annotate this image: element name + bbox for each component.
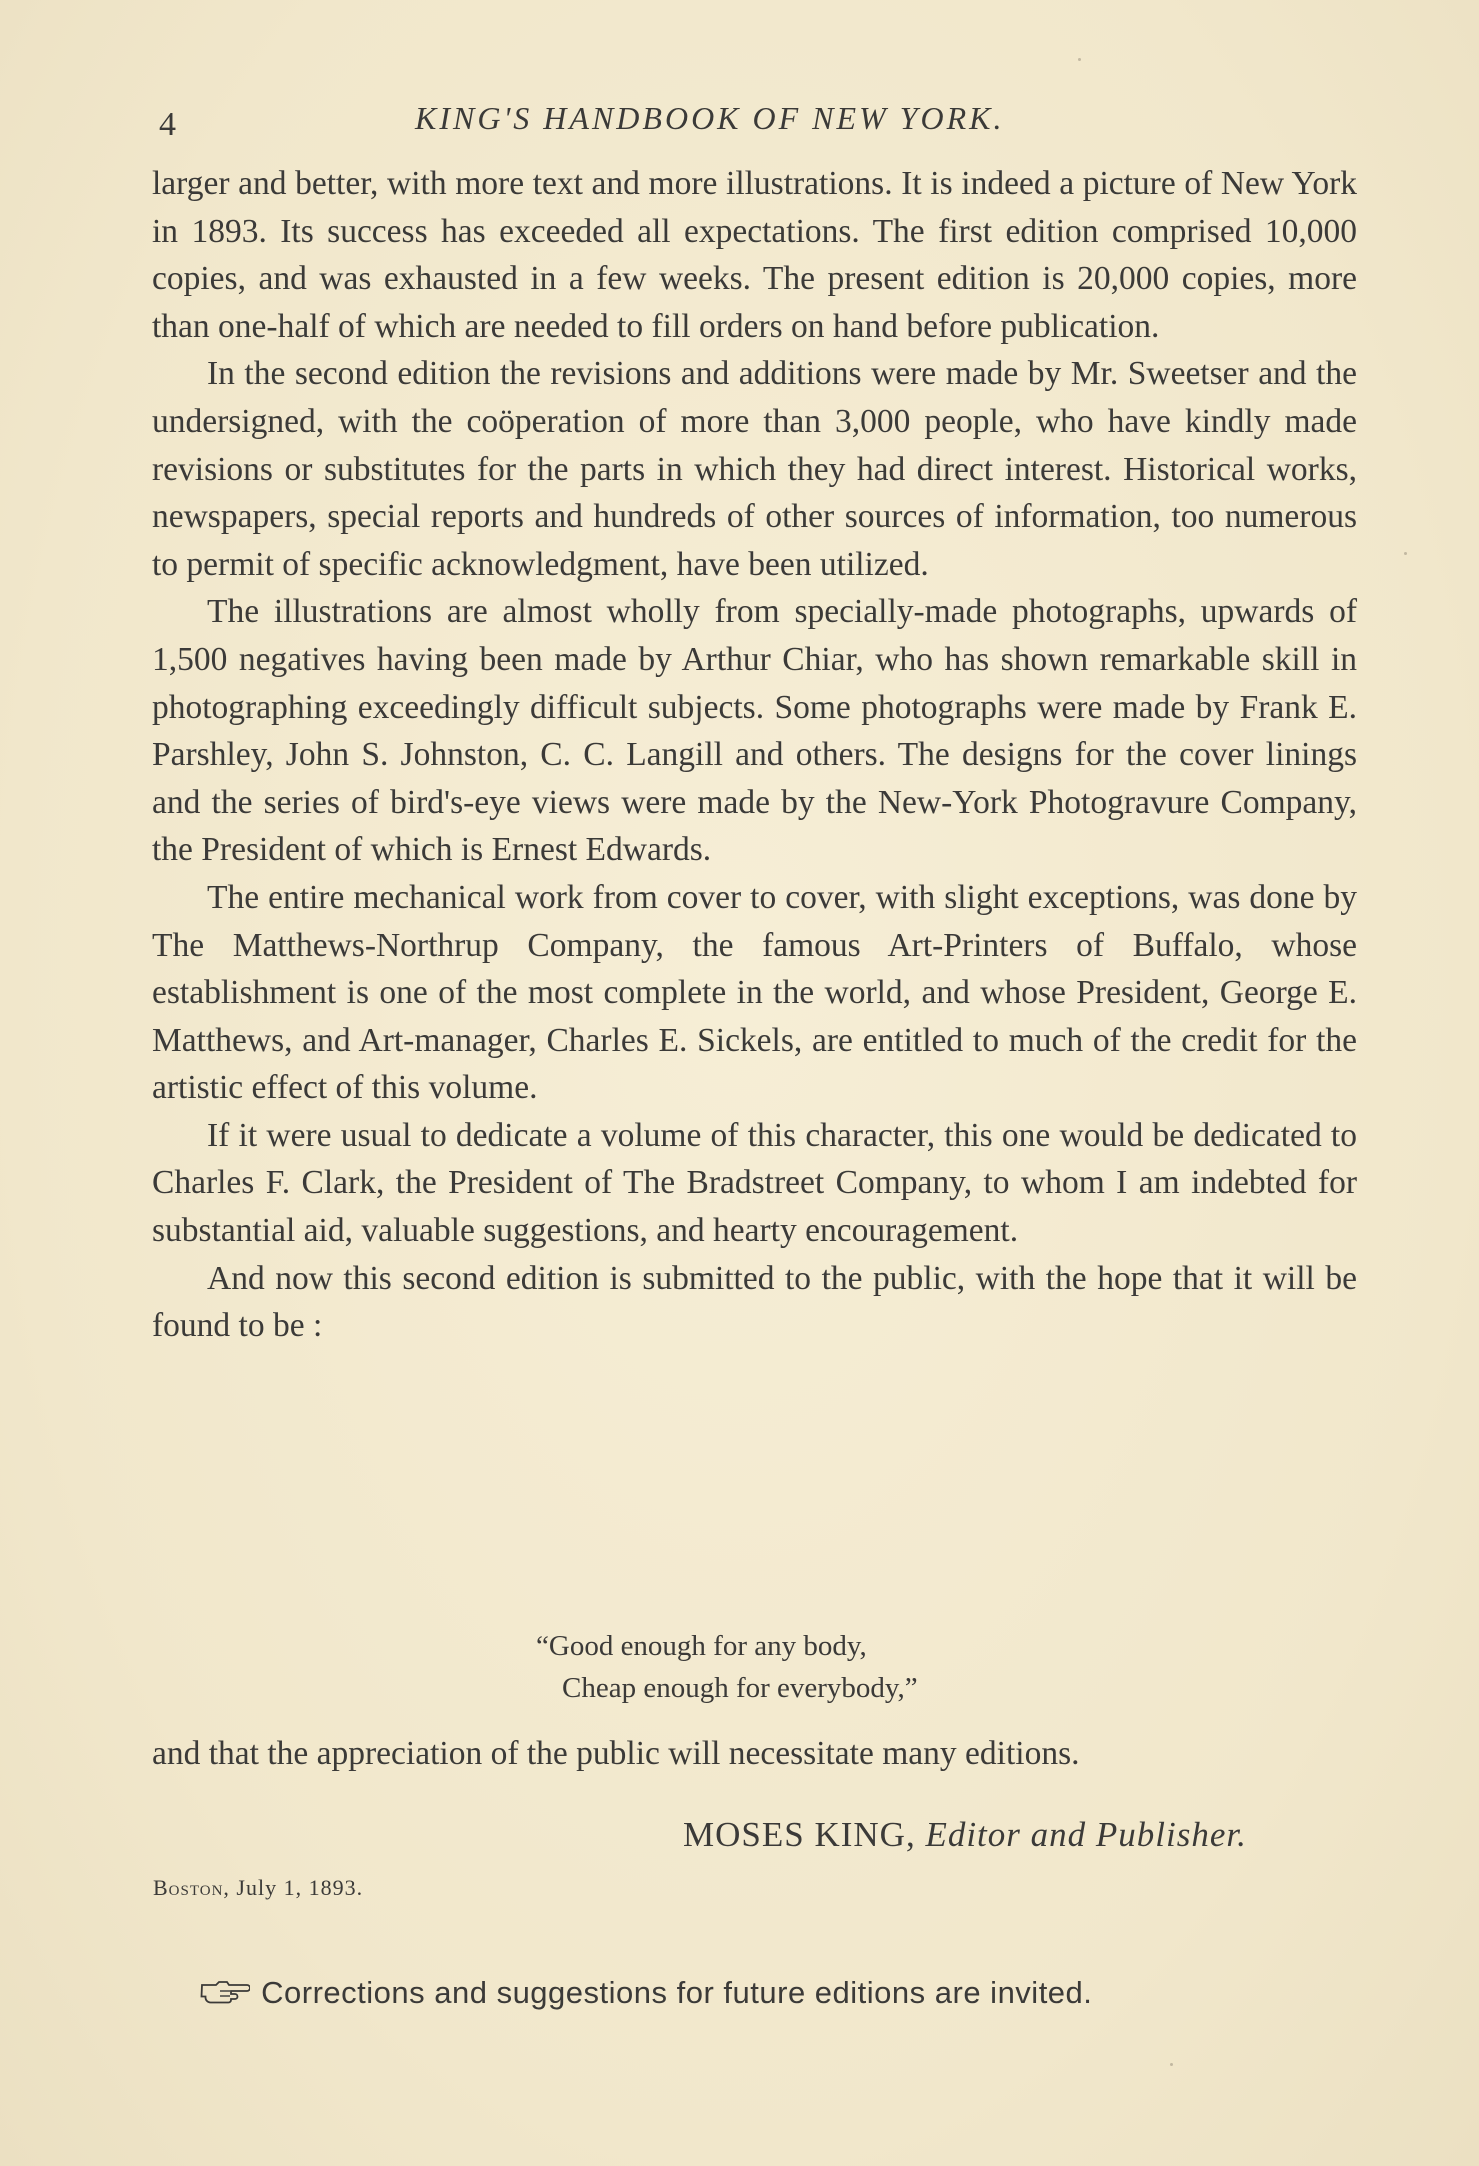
page-number: 4 bbox=[159, 106, 176, 143]
pointing-hand-icon bbox=[200, 1977, 250, 2003]
corrections-note bbox=[200, 1975, 1092, 2011]
note-text: Corrections and suggestions for future editions are invited. bbox=[261, 1975, 1093, 2010]
dateline bbox=[153, 1875, 363, 1901]
running-title: KING'S HANDBOOK OF NEW YORK. bbox=[415, 100, 1005, 136]
paragraph: If it were usual to dedicate a volume of this character, this one would be dedicated to Charles F. Clark, the President of The Bradstreet Company, to whom I am indebted for substantial aid, valuable suggestions, and hearty encouragement. bbox=[152, 1116, 1357, 1250]
paragraph: In the second edition the revisions and additions were made by Mr. Sweetser and the undersigned, with the coöperation of more than 3,000 people, who have kindly made revisions or substitutes for the parts in which they had direct interest. Historical works, newspapers, special reports and hundreds of other sources of information, too numerous to permit of specific acknowledgment, have been utilized. bbox=[152, 355, 1357, 583]
body-text bbox=[152, 160, 1357, 1350]
signature-role: Editor and Publisher. bbox=[925, 1815, 1247, 1854]
paragraph: And now this second edition is submitted to the public, with the hope that it will be found to be : bbox=[152, 1259, 1357, 1345]
dateline-date: July 1, 1893. bbox=[236, 1875, 364, 1900]
paragraph: larger and better, with more text and more illustrations. It is indeed a picture of New York in 1893. Its success has exceeded all expectations. The first edition comprised 10,000 copies, and was exhausted in a few weeks. The present edition is 20,000 copies, more than one-half of which are needed to fill orders on hand before publication. bbox=[152, 165, 1357, 345]
running-head bbox=[155, 100, 1355, 150]
closing-line: and that the appreciation of the public will necessitate many editions. bbox=[152, 1735, 1080, 1772]
paper-speck bbox=[1078, 58, 1081, 61]
paper-speck bbox=[1404, 552, 1407, 555]
quotation bbox=[536, 1625, 918, 1709]
dateline-place: Boston, bbox=[153, 1875, 230, 1900]
signature-name: MOSES KING, bbox=[683, 1815, 916, 1854]
paragraph: The entire mechanical work from cover to cover, with slight exceptions, was done by The Matthews-Northrup Company, the famous Art-Printers of Buffalo, whose establishment is one of the most complete in the world, and whose President, George E. Matthews, and Art-manager, Charles E. Sickels, are entitled to much of the credit for the artistic effect of this volume. bbox=[152, 878, 1357, 1107]
quote-line: Cheap enough for everybody,” bbox=[562, 1672, 918, 1704]
quote-line: “Good enough for any body, bbox=[536, 1630, 867, 1662]
paper-speck bbox=[1170, 2063, 1173, 2066]
signature bbox=[683, 1815, 1247, 1855]
paragraph: The illustrations are almost wholly from specially-made photographs, upwards of 1,500 negatives having been made by Arthur Chiar, who has shown remarkable skill in photographing exceedingly difficult subjects. Some photographs were made by Frank E. Parshley, John S. Johnston, C. C. Langill and others. The designs for the cover linings and the series of bird's-eye views were made by the New-York Photogravure Company, the President of which is Ernest Edwards. bbox=[152, 593, 1357, 869]
